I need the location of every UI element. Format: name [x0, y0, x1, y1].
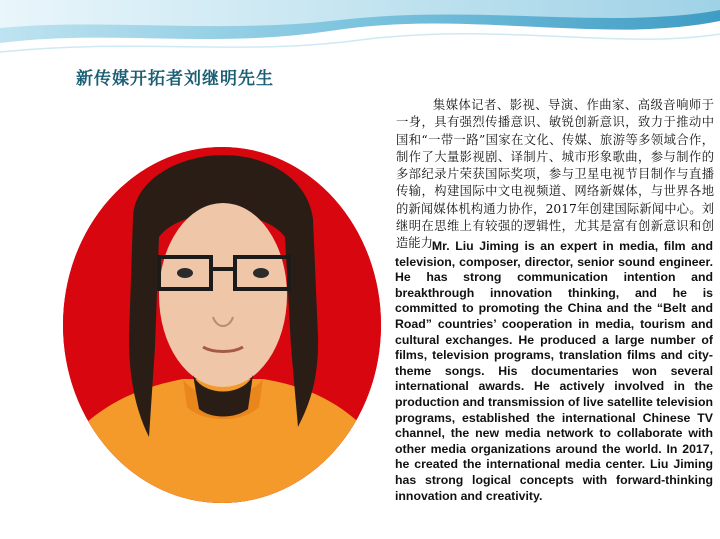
portrait-panel [40, 117, 390, 509]
watermark: 乐文网 [667, 516, 716, 531]
bio-chinese: 集媒体记者、影视、导演、作曲家、高级音响师于一身，具有强烈传播意识、敏锐创新意识，致力于推动中国和“一带一路”国家在文化、传媒、旅游等多领域合作，制作了大量影视剧、译制片、城市形象歌曲，参与制作的多部纪录片荣获国际奖项，参与卫星电视节目制作与直播传输，构建国际中文电视频道、网络新媒体，与世界各地的新闻媒体机构通力协作，2017年创建国际新闻中心。刘继明在思维上有较强的逻辑性，尤其是富有创新意识和创造能力。 [396, 98, 714, 251]
header-wave-decoration [0, 0, 720, 60]
portrait-photo [63, 147, 381, 503]
slide-title: 新传媒开拓者刘继明先生 [76, 69, 274, 89]
bio-english: Mr. Liu Jiming is an expert in media, film and television, composer, director, senior sound engineer. He has strong communication intention and breakthrough innovation thinking, and he is committed to promoting the China and the “Belt and Road” countries’ cooperation in media, tourism and cultural exchanges. He produced a large number of films, television programs, translation films and city-theme songs. His documentaries won several international awards. He actively involved in the production and transmission of live satellite television programs, established the international Chinese TV channel, the new media network to collaborate with other media organizations around the world. In 2017, he created the international media center. Liu Jiming has strong logical concepts with forward-thinking innovation and creativity. [395, 239, 713, 503]
